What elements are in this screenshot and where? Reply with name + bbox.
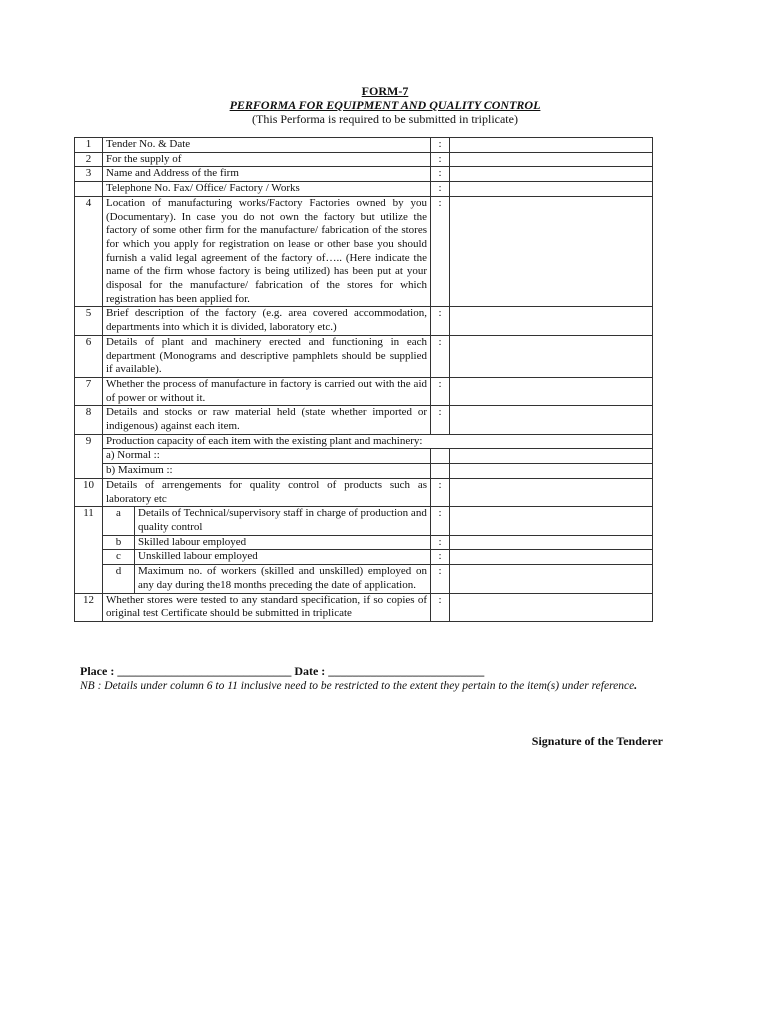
row-colon: : bbox=[431, 335, 450, 377]
row-label-max-workers: Maximum no. of workers (skilled and unskilled) employed on any day during the18 months preceding the date of application. bbox=[135, 565, 431, 593]
row-label-technical-staff: Details of Technical/supervisory staff in charge of production and quality control bbox=[135, 507, 431, 535]
sub-label-c: c bbox=[103, 550, 135, 565]
row-colon: : bbox=[431, 167, 450, 182]
form-table bbox=[74, 137, 653, 622]
table-row bbox=[75, 182, 653, 197]
table-row bbox=[75, 478, 653, 506]
row-colon: : bbox=[431, 138, 450, 153]
row-colon: : bbox=[431, 196, 450, 307]
row-number bbox=[75, 182, 103, 197]
row-number: 8 bbox=[75, 406, 103, 434]
answer-cell-factory-description[interactable] bbox=[450, 307, 653, 335]
answer-cell-telephone[interactable] bbox=[450, 182, 653, 197]
row-colon-blank bbox=[431, 464, 450, 479]
row-number: 3 bbox=[75, 167, 103, 182]
nb-note-text: NB : Details under column 6 to 11 inclusive need to be restricted to the extent they pertain to the item(s) under reference bbox=[80, 680, 635, 692]
answer-cell-firm-name-address[interactable] bbox=[450, 167, 653, 182]
row-label-tender-no: Tender No. & Date bbox=[103, 138, 431, 153]
row-colon: : bbox=[431, 593, 450, 621]
sub-label-a: a bbox=[103, 507, 135, 535]
row-label-firm-name-address: Name and Address of the firm bbox=[103, 167, 431, 182]
row-colon: : bbox=[431, 478, 450, 506]
answer-cell-factory-location[interactable] bbox=[450, 196, 653, 307]
answer-cell-test-certificate[interactable] bbox=[450, 593, 653, 621]
place-date-line[interactable]: Place : _____________________________ Date : __________________________ bbox=[80, 664, 485, 678]
sub-label-d: d bbox=[103, 565, 135, 593]
row-number: 7 bbox=[75, 377, 103, 405]
sub-label-b: b bbox=[103, 535, 135, 550]
answer-cell-quality-control[interactable] bbox=[450, 478, 653, 506]
row-number: 5 bbox=[75, 307, 103, 335]
nb-note-end: . bbox=[634, 680, 638, 692]
answer-cell-tender-no[interactable] bbox=[450, 138, 653, 153]
row-label-skilled-labour: Skilled labour employed bbox=[135, 535, 431, 550]
answer-cell-technical-staff[interactable] bbox=[450, 507, 653, 535]
answer-cell-capacity-maximum[interactable] bbox=[450, 464, 653, 479]
row-number: 9 bbox=[75, 434, 103, 478]
row-label-factory-location: Location of manufacturing works/Factory Factories owned by you (Documentary). In case you do not own the factory but utilize the factory of some other firm for the manufacture/ fabrication of the stores for which you apply for registration on lease or other base you should furnish a valid legal agreement of the factory of….. (Here indicate the name of the firm whose factory is being utilized) has been put at your disposal for the manufacture/ fabrication of the stores for which registration has been applied for. bbox=[103, 196, 431, 307]
form-subtitle: (This Performa is required to be submitted in triplicate) bbox=[252, 112, 518, 126]
row-label-raw-material: Details and stocks or raw material held (state whether imported or indigenous) against each item. bbox=[103, 406, 431, 434]
table-row bbox=[75, 565, 653, 593]
answer-cell-supply-of[interactable] bbox=[450, 152, 653, 167]
row-colon: : bbox=[431, 182, 450, 197]
table-row bbox=[75, 138, 653, 153]
table-row bbox=[75, 434, 653, 449]
table-row bbox=[75, 464, 653, 479]
row-colon: : bbox=[431, 307, 450, 335]
answer-cell-power-process[interactable] bbox=[450, 377, 653, 405]
row-colon: : bbox=[431, 550, 450, 565]
row-colon: : bbox=[431, 535, 450, 550]
table-row bbox=[75, 406, 653, 434]
row-number: 12 bbox=[75, 593, 103, 621]
row-label-telephone: Telephone No. Fax/ Office/ Factory / Works bbox=[103, 182, 431, 197]
row-number: 1 bbox=[75, 138, 103, 153]
row-label-unskilled-labour: Unskilled labour employed bbox=[135, 550, 431, 565]
table-row bbox=[75, 550, 653, 565]
row-colon: : bbox=[431, 377, 450, 405]
row-number: 4 bbox=[75, 196, 103, 307]
table-row bbox=[75, 535, 653, 550]
row-number: 10 bbox=[75, 478, 103, 506]
table-row bbox=[75, 377, 653, 405]
row-label-capacity-maximum: b) Maximum :: bbox=[103, 464, 431, 479]
row-label-factory-description: Brief description of the factory (e.g. area covered accommodation, departments into which it is divided, laboratory etc.) bbox=[103, 307, 431, 335]
row-colon: : bbox=[431, 507, 450, 535]
row-label-test-certificate: Whether stores were tested to any standard specification, if so copies of original test Certificate should be submitted in triplicate bbox=[103, 593, 431, 621]
row-label-supply-of: For the supply of bbox=[103, 152, 431, 167]
row-colon-blank bbox=[431, 449, 450, 464]
row-label-plant-machinery: Details of plant and machinery erected and functioning in each department (Monograms and descriptive pamphlets should be supplied if available). bbox=[103, 335, 431, 377]
form-number: FORM-7 bbox=[361, 84, 409, 98]
table-row bbox=[75, 449, 653, 464]
row-colon: : bbox=[431, 152, 450, 167]
table-row bbox=[75, 593, 653, 621]
row-colon: : bbox=[431, 406, 450, 434]
signature-label: Signature of the Tenderer bbox=[531, 734, 663, 748]
form-title: PERFORMA FOR EQUIPMENT AND QUALITY CONTROL bbox=[229, 98, 541, 112]
table-row bbox=[75, 307, 653, 335]
row-label-production-capacity: Production capacity of each item with the existing plant and machinery: bbox=[103, 434, 653, 449]
answer-cell-unskilled-labour[interactable] bbox=[450, 550, 653, 565]
row-label-power-process: Whether the process of manufacture in factory is carried out with the aid of power or without it. bbox=[103, 377, 431, 405]
row-colon: : bbox=[431, 565, 450, 593]
table-row bbox=[75, 152, 653, 167]
row-number: 6 bbox=[75, 335, 103, 377]
table-row bbox=[75, 196, 653, 307]
row-number: 2 bbox=[75, 152, 103, 167]
answer-cell-capacity-normal[interactable] bbox=[450, 449, 653, 464]
row-label-quality-control: Details of arrengements for quality control of products such as laboratory etc bbox=[103, 478, 431, 506]
row-number: 11 bbox=[75, 507, 103, 593]
answer-cell-raw-material[interactable] bbox=[450, 406, 653, 434]
table-row bbox=[75, 335, 653, 377]
answer-cell-plant-machinery[interactable] bbox=[450, 335, 653, 377]
table-row bbox=[75, 167, 653, 182]
answer-cell-max-workers[interactable] bbox=[450, 565, 653, 593]
answer-cell-skilled-labour[interactable] bbox=[450, 535, 653, 550]
row-label-capacity-normal: a) Normal :: bbox=[103, 449, 431, 464]
table-row bbox=[75, 507, 653, 535]
nb-note bbox=[80, 679, 660, 693]
